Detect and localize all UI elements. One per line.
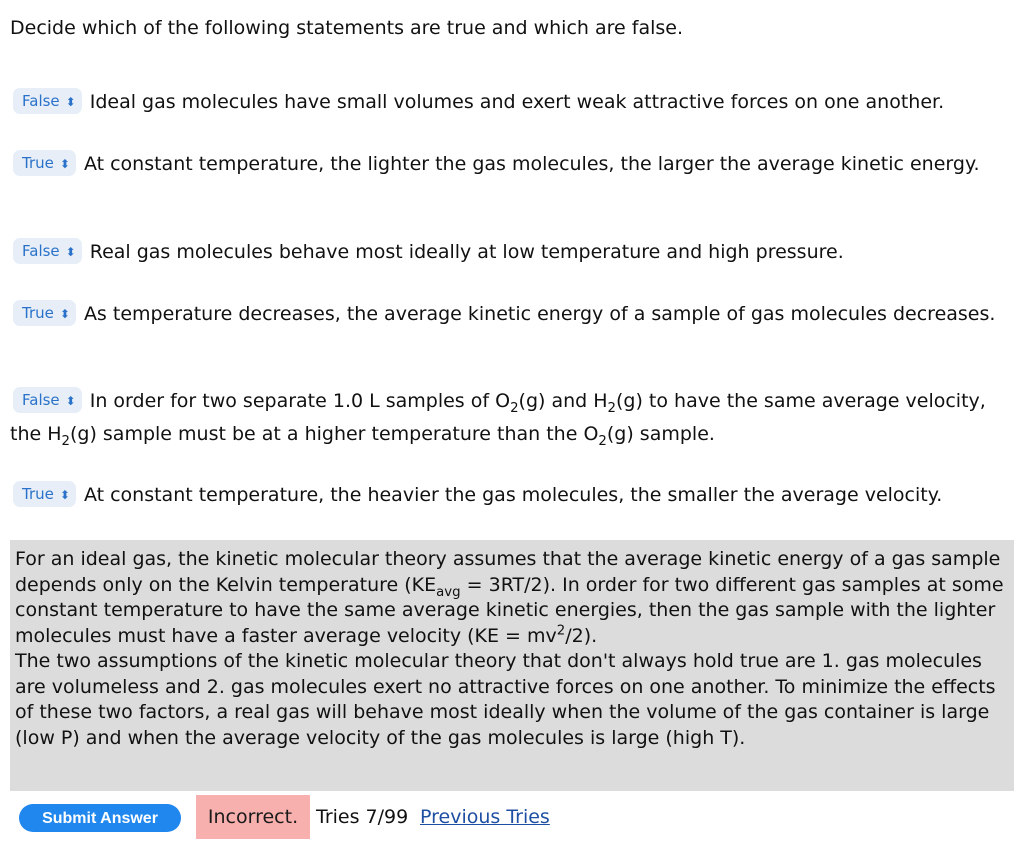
statement-text-4: As temperature decreases, the average kinetic energy of a sample of gas molecules decreases. bbox=[83, 303, 996, 325]
select-value-6: True bbox=[22, 484, 54, 503]
statement-3 bbox=[10, 236, 1014, 269]
tries-counter: Tries 7/99 bbox=[316, 806, 409, 828]
subscript: 2 bbox=[607, 400, 616, 416]
statement-2 bbox=[10, 148, 1014, 181]
true-false-select-5[interactable] bbox=[13, 387, 82, 413]
select-value-4: True bbox=[22, 303, 54, 322]
explanation-text: For an ideal gas, the kinetic molecular theory assumes that the average kinetic energy of a gas sample depends only on the Kelvin temperature (KE bbox=[15, 548, 1001, 596]
true-false-select-1[interactable] bbox=[13, 88, 82, 114]
subscript: 2 bbox=[510, 400, 519, 416]
subscript: 2 bbox=[598, 433, 607, 449]
superscript: 2 bbox=[556, 623, 566, 639]
statement-text-2: At constant temperature, the lighter the gas molecules, the larger the average kinetic energy. bbox=[83, 153, 980, 175]
up-down-chevron-icon: ⬍ bbox=[59, 156, 70, 171]
up-down-chevron-icon: ⬍ bbox=[59, 487, 70, 502]
explanation-text: /2). bbox=[565, 624, 598, 647]
submit-answer-button[interactable]: Submit Answer bbox=[19, 804, 181, 832]
statement-text-5e: (g) sample. bbox=[606, 423, 715, 445]
statement-text-5d: (g) sample must be at a higher temperature than the O bbox=[69, 423, 599, 445]
select-value-5: False bbox=[22, 390, 60, 409]
true-false-select-6[interactable] bbox=[13, 481, 76, 507]
statement-4 bbox=[10, 298, 1014, 331]
subscript: 2 bbox=[61, 433, 70, 449]
statement-text-5b: (g) and H bbox=[518, 390, 608, 412]
statement-text-3: Real gas molecules behave most ideally at low temperature and high pressure. bbox=[89, 241, 844, 263]
explanation-text: = 3RT/2). In order for two different gas samples at some constant temperature to have the same average kinetic energies, then the gas sample with the lighter molecules must have a faster average velocity (KE = mv bbox=[15, 573, 1004, 647]
explanation-paragraph-1 bbox=[15, 547, 1004, 649]
up-down-chevron-icon: ⬍ bbox=[65, 94, 76, 109]
true-false-select-3[interactable] bbox=[13, 238, 82, 264]
true-false-select-4[interactable] bbox=[13, 300, 76, 326]
statement-text-5a: In order for two separate 1.0 L samples of O bbox=[89, 390, 511, 412]
true-false-select-2[interactable] bbox=[13, 150, 76, 176]
up-down-chevron-icon: ⬍ bbox=[65, 393, 76, 408]
up-down-chevron-icon: ⬍ bbox=[65, 244, 76, 259]
select-value-1: False bbox=[22, 91, 60, 110]
select-value-3: False bbox=[22, 241, 60, 260]
incorrect-status-badge: Incorrect. bbox=[196, 795, 310, 839]
explanation-box bbox=[10, 540, 1014, 791]
select-value-2: True bbox=[22, 153, 54, 172]
answer-footer bbox=[10, 795, 1014, 839]
statement-5 bbox=[10, 385, 1014, 451]
up-down-chevron-icon: ⬍ bbox=[59, 306, 70, 321]
previous-tries-link[interactable]: Previous Tries bbox=[420, 806, 550, 828]
statement-text-6: At constant temperature, the heavier the gas molecules, the smaller the average velocity. bbox=[83, 484, 943, 506]
subscript: avg bbox=[436, 584, 461, 600]
instruction-text: Decide which of the following statements are true and which are false. bbox=[10, 17, 683, 39]
explanation-paragraph-2: The two assumptions of the kinetic molecular theory that don't always hold true are 1. gas molecules are volumeless and 2. gas molecules exert no attractive forces on one another. To minimize the effects of these two factors, a real gas will behave most ideally when the volume of the gas container is large (low P) and when the average velocity of the gas molecules is large (high T). bbox=[15, 650, 996, 749]
statement-text-5c: (g) to have the same average velocity, the H bbox=[10, 390, 986, 445]
statement-text-1: Ideal gas molecules have small volumes and exert weak attractive forces on one another. bbox=[89, 91, 945, 113]
statement-6 bbox=[10, 479, 1014, 512]
statement-1 bbox=[10, 86, 1014, 119]
